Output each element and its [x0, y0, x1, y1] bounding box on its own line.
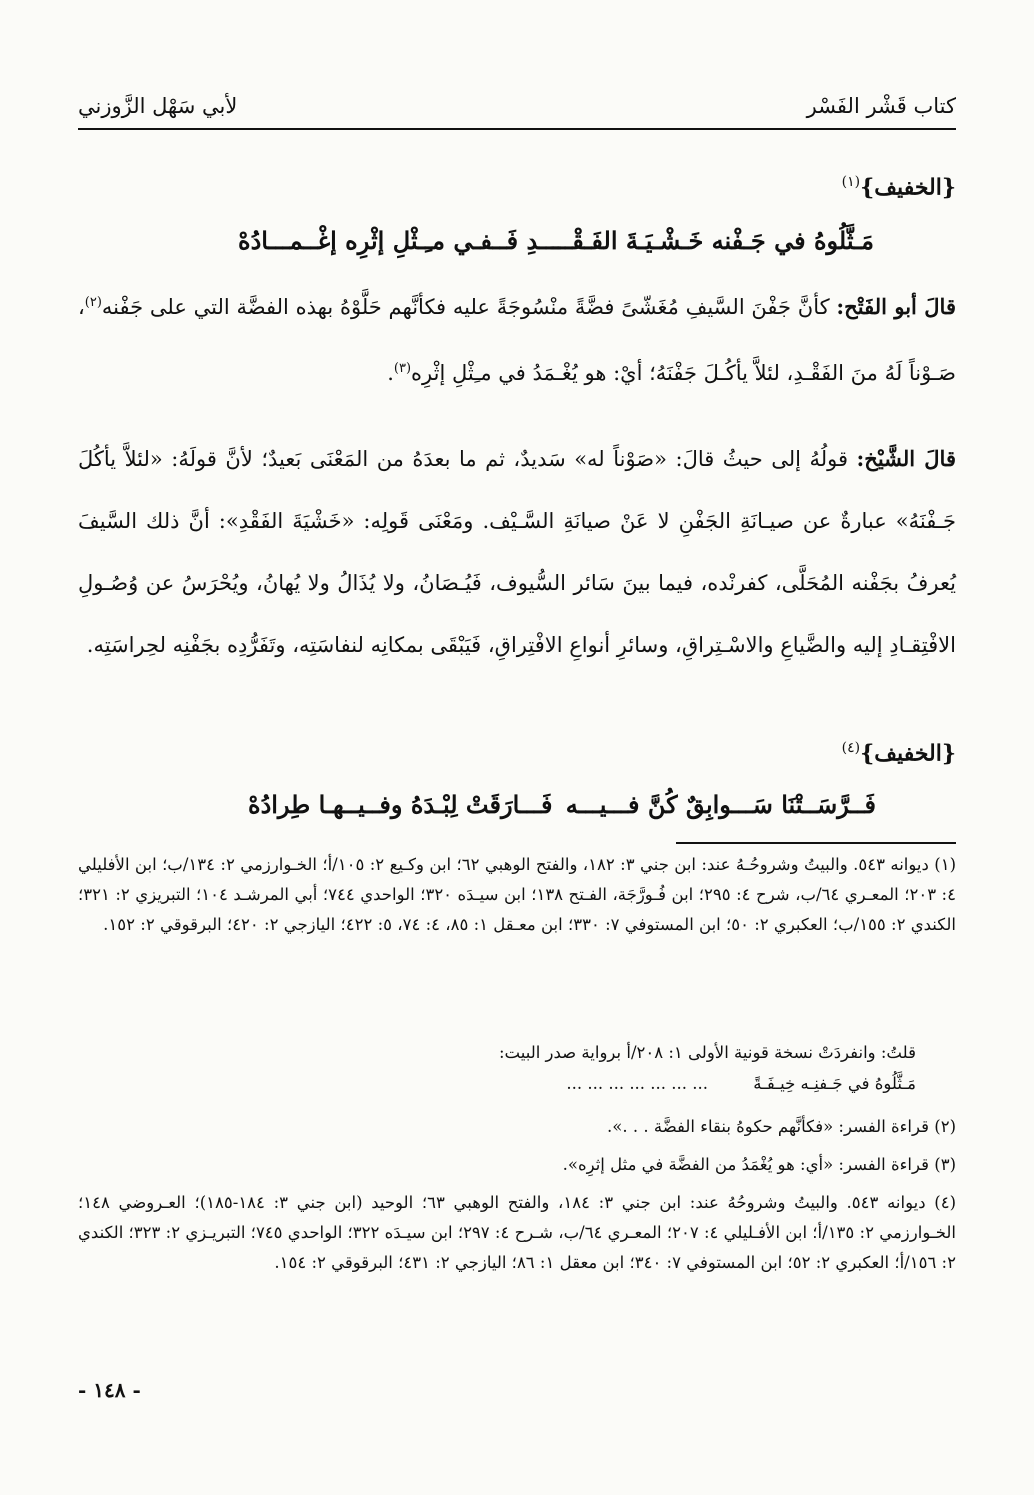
verse-1-second-hemistich: ـــدِ فَــفـي مـِـثْلِ إثْرِه إغْــمـــادُهْ: [238, 226, 561, 255]
commentary-text: .: [387, 361, 394, 385]
commentary-text: كأنَّ جَفْنَ السَّيفِ مُغَشّىً فضَّةً منْسُوجَةً عليه فكأنَّهم حَلَّوْهُ بهذه الفضَّة التي على جَفْنه: [101, 295, 837, 319]
book-title: كتاب قَشْر الفَسْر: [806, 94, 956, 118]
running-header: [78, 88, 956, 130]
commentary-text: قولُهُ إلى حيثُ قالَ: «صَوْناً له» سَديدٌ، ثم ما بعدَهُ من المَعْنَى بَعيدٌ؛ لأنَّ قولَهُ: «لئلاَّ يأكُلَ جَـفْنَهُ» عبارةٌ عن صيـانَةِ الجَفْنِ لا عَنْ صيانَةِ السَّـيْف. ومَعْنَى قَولِه: «خَشْيَةَ الفَقْدِ»: أنَّ ذلك السَّيفَ يُعرفُ بجَفْنه المُحَلَّى، كفرنْده، فيما بينَ سَائر السُّيوف، فَيُـصَانُ، ولا يُذَالُ ولا يُهانُ، ويُحْرَسُ عن وُصُـولِ الافْتِقـادِ إليه والضَّياعِ والاسْـتِراقِ، وسائرِ أنواعِ الافْتِراقِ، فَيَبْقَى بمكانِه لنفاسَتِه، وتَفَرُّدِه بجَفْنِه لحِراسَتِه.: [78, 447, 956, 657]
verse-1-first-hemistich: مَـثَّلُوهُ في جَـفْنه خَـشْـيَـةَ الفَـقْـــ: [551, 226, 874, 255]
footnote-ref: (٢): [84, 295, 102, 310]
commentary-shaykh: [78, 428, 956, 676]
meter-label-2: [842, 740, 956, 766]
meter-label-1: [842, 174, 956, 200]
footnote-ref: (٣): [393, 361, 412, 376]
footnote-divider: [676, 842, 956, 844]
footnote-1: (١) ديوانه ٥٤٣. والبيتُ وشروحُـهُ عند: ابن جني ٣: ١٨٢، والفتح الوهبي ٦٢؛ ابن وكـيع ٢: ١٠٥/أ؛ الخـوارزمي ٢: ١٣٤/ب؛ ابن الأفليلي ٤: ٢٠٣؛ المعـري ٦٤/ب، شرح ٤: ٢٩٥؛ ابن فُـورَّجَة، الفـتح ١٣٨؛ ابن سيـدَه ٣٢٠؛ الواحدي ٧٤٤؛ أبي المرشـد ١٠٤؛ التبريزي ٢: ٣٢١؛ الكندي ٢: ١٥٥/ب؛ العكبري ٢: ٥٠؛ ابن المستوفي ٧: ٣٣٠؛ ابن معـقل ١: ٨٥، ٤: ٧٤، ٥: ٤٢٢؛ اليازجي ٢: ٤٢٠؛ البرقوقي ٢: ١٥٢.: [78, 855, 956, 934]
speaker-label: قالَ أبو الفَتْح:: [836, 294, 956, 319]
ellipsis-dots: ... ... ... ... ... ... ...: [566, 1074, 708, 1093]
speaker-label: قالَ الشَّيْخ:: [856, 446, 956, 471]
verse-2-second-hemistich: فَـــارَقَتْ لِبْـدَهُ وفــيــهـا طِرادُهْ: [248, 790, 553, 819]
meter-name: {الخفيف}: [860, 174, 956, 201]
footnote-ref: (١): [841, 174, 861, 190]
footnote-3: (٣) قراءة الفسر: «أي: هو يُغْمَدُ من الفضَّة في مثل إثرِه».: [562, 1155, 956, 1174]
footnote-4: (٤) ديوانه ٥٤٣. والبيتُ وشروحُهُ عند: ابن جني ٣: ١٨٤، والفتح الوهبي ٦٣؛ الوحيد (ابن جني ٣: ١٨٤-١٨٥)؛ العـروضي ١٤٨؛ الخـوارزمي ٢: ١٣٥/أ؛ ابن الأفـليلي ٤: ٢٠٧؛ المعـري ٦٤/ب، شـرح ٤: ٢٩٧؛ ابن سيـدَه ٣٢٢؛ الواحدي ٧٤٥؛ التبريـزي ٢: ٣٢٣؛ الكندي ٢: ١٥٦/أ؛ العكبري ٢: ٥٢؛ ابن المستوفي ٧: ٣٤٠؛ ابن معقل ١: ٨٦؛ اليازجي ٢: ٤٣١؛ البرقوقي ٢: ١٥٤.: [78, 1193, 956, 1272]
author-name: لأبي سَهْل الزَّوزني: [78, 94, 238, 118]
variant-verse-text: مَـثَّلُوهُ في جَـفنِـه خِيـفَـةً: [753, 1074, 916, 1093]
verse-2-first-hemistich: فَــرَّسَــتْنَا سَـــوابِقٌ كُنَّ فـــيـــه: [565, 790, 876, 819]
page-number: - ١٤٨ -: [78, 1378, 141, 1402]
footnote-1-note: قلتُ: وانفردَتْ نسخة قونية الأولى ١: ٢٠٨/أ برواية صدر البيت:: [498, 1043, 916, 1062]
meter-name: {الخفيف}: [860, 740, 956, 767]
footnote-ref: (٤): [841, 740, 861, 756]
footnote-1-verse: [78, 1074, 916, 1093]
footnote-2: (٢) قراءة الفسر: «فكأنَّهم حكوهُ بنقاء الفضَّة . . .».: [607, 1117, 956, 1136]
commentary-text: ، صَـوْناً لَهُ منَ الفَقْـدِ، لئلاَّ يأكُـلَ جَفْنَهُ؛ أيْ: هو يُغْـمَدُ في مـِثْلِ إثْرِه: [78, 295, 956, 385]
commentary-abu-al-fath: [78, 272, 956, 404]
